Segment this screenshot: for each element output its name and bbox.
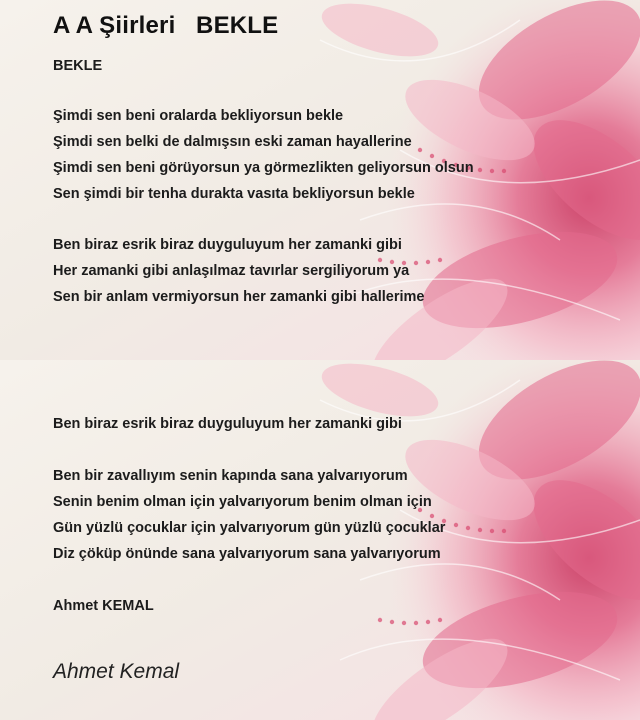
poem-line: Sen bir anlam vermiyorsun her zamanki gibi hallerime (53, 289, 425, 305)
poem-line: Ben bir zavallıyım senin kapında sana yalvarıyorum (53, 468, 408, 484)
poem-line: Diz çöküp önünde sana yalvarıyorum sana yalvarıyorum (53, 546, 441, 562)
poem-line: Sen şimdi bir tenha durakta vasıta bekliyorsun bekle (53, 186, 415, 202)
poem-heading: BEKLE (53, 58, 103, 74)
poem-line: Senin benim olman için yalvarıyorum benim olman için (53, 494, 432, 510)
poem-line: Şimdi sen belki de dalmışsın eski zaman hayallerine (53, 134, 412, 150)
poem-line: Şimdi sen beni görüyorsun ya görmezlikten geliyorsun olsun (53, 160, 474, 176)
poem-line: Ben biraz esrik biraz duyguluyum her zamanki gibi (53, 416, 402, 432)
poem-line: Şimdi sen beni oralarda bekliyorsun bekle (53, 108, 344, 124)
poem-line: Her zamanki gibi anlaşılmaz tavırlar sergiliyorum ya (53, 263, 410, 279)
page-title: A A Şiirleri BEKLE (53, 12, 279, 39)
poem-line: Gün yüzlü çocuklar için yalvarıyorum gün yüzlü çocuklar (53, 520, 446, 536)
author-label: Ahmet KEMAL (53, 598, 154, 614)
author-signature: Ahmet Kemal (53, 660, 180, 683)
poem-line: Ben biraz esrik biraz duyguluyum her zamanki gibi (53, 237, 402, 253)
